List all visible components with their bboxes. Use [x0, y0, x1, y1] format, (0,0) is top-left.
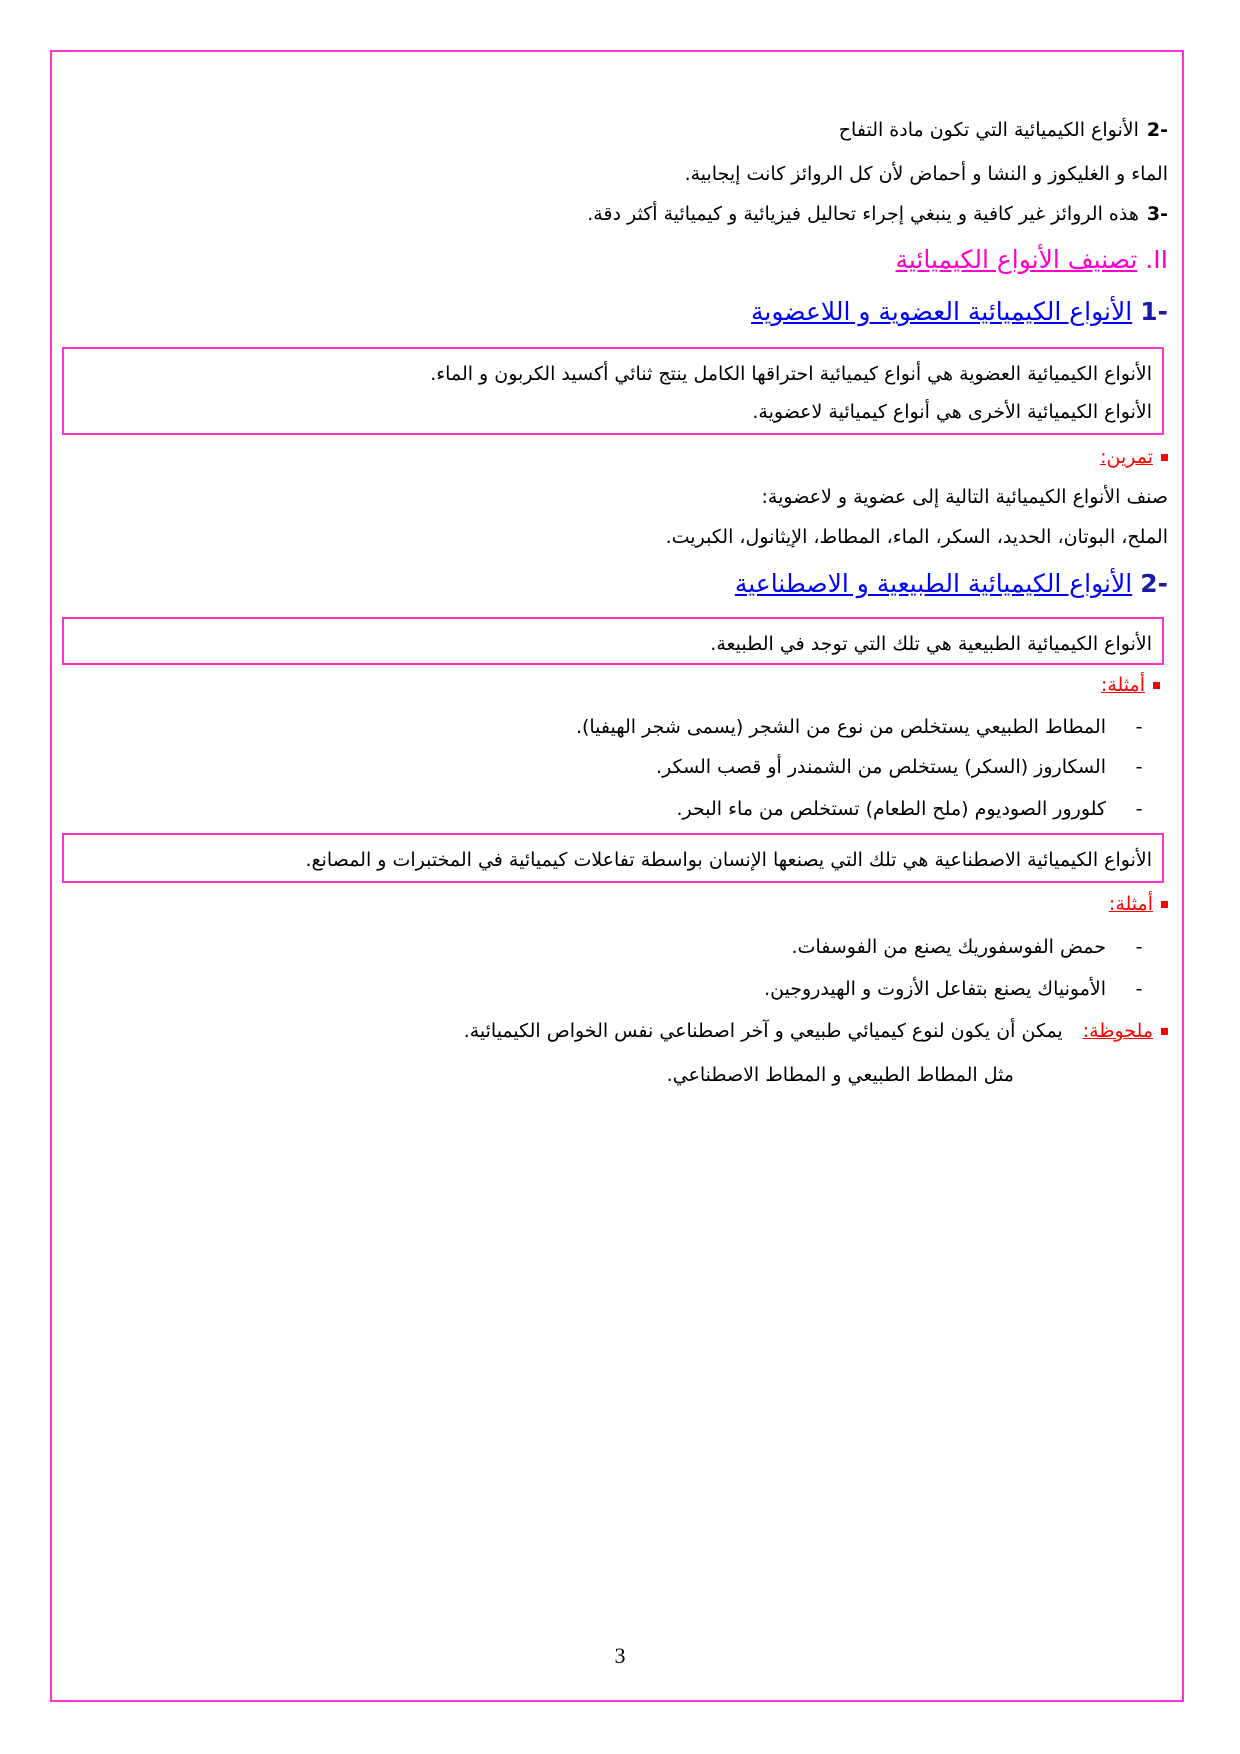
- note-example: مثل المطاط الطبيعي و المطاط الاصطناعي.: [666, 1064, 1014, 1086]
- list-item: [764, 975, 1148, 1003]
- natural-example-1: المطاط الطبيعي يستخلص من نوع من الشجر (يسمى شجر الهيفيا).: [575, 716, 1106, 738]
- item-3-line: [587, 200, 1168, 228]
- organic-definition: الأنواع الكيميائية العضوية هي أنواع كيميائية احتراقها الكامل ينتج ثنائي أكسيد الكربون و الماء.: [430, 363, 1152, 385]
- square-bullet-icon: [1161, 1028, 1168, 1035]
- sub-2-title: الأنواع الكيميائية الطبيعية و الاصطناعية: [734, 569, 1133, 598]
- sub-1-number: -1: [1140, 297, 1168, 326]
- note-label: ملحوظة:: [1082, 1020, 1153, 1042]
- inorganic-definition: الأنواع الكيميائية الأخرى هي أنواع كيميائية لاعضوية.: [752, 401, 1152, 423]
- item-2-number: -2: [1146, 119, 1168, 141]
- page-number: 3: [614, 1643, 626, 1668]
- dash-bullet: -: [1135, 798, 1143, 820]
- synthetic-examples-label: أمثلة:: [1108, 893, 1153, 915]
- item-2-answer: الماء و الغليكوز و النشا و أحماض لأن كل الروائز كانت إيجابية.: [684, 163, 1168, 185]
- note-text: يمكن أن يكون لنوع كيميائي طبيعي و آخر اصطناعي نفس الخواص الكيميائية.: [463, 1020, 1063, 1042]
- section-ii-title: تصنيف الأنواع الكيميائية: [895, 245, 1138, 274]
- sub-2-heading: [735, 567, 1168, 601]
- list-item: [656, 753, 1148, 781]
- item-2-text: الأنواع الكيميائية التي تكون مادة التفاح: [838, 119, 1139, 141]
- exercise-text: صنف الأنواع الكيميائية التالية إلى عضوية و لاعضوية:: [761, 486, 1168, 508]
- square-bullet-icon: [1153, 682, 1160, 689]
- synthetic-example-1: حمض الفوسفوريك يصنع من الفوسفات.: [791, 936, 1106, 958]
- dash-bullet: -: [1135, 716, 1143, 738]
- exercise-label-line: [1100, 443, 1168, 471]
- synthetic-definition-box: [62, 833, 1164, 883]
- synthetic-examples-label-line: [1109, 890, 1168, 918]
- note-line: [464, 1017, 1168, 1045]
- natural-example-2: السكاروز (السكر) يستخلص من الشمندر أو قصب السكر.: [656, 756, 1106, 778]
- exercise-label: تمرين:: [1100, 446, 1153, 468]
- section-ii-heading: [895, 243, 1168, 277]
- natural-example-3: كلورور الصوديوم (ملح الطعام) تستخلص من ماء البحر.: [676, 798, 1106, 820]
- list-item: [576, 713, 1148, 741]
- section-ii-roman: II.: [1145, 245, 1168, 274]
- square-bullet-icon: [1161, 901, 1168, 908]
- natural-definition-box: [62, 617, 1164, 665]
- sub-2-number: -2: [1140, 569, 1168, 598]
- natural-examples-label: أمثلة:: [1100, 674, 1145, 696]
- dash-bullet: -: [1135, 978, 1143, 1000]
- synthetic-example-2: الأمونياك يصنع بتفاعل الأزوت و الهيدروجين.: [764, 978, 1106, 1000]
- natural-definition: الأنواع الكيميائية الطبيعية هي تلك التي توجد في الطبيعة.: [710, 633, 1152, 655]
- organic-definition-box: [62, 347, 1164, 435]
- dash-bullet: -: [1135, 936, 1143, 958]
- sub-1-title: الأنواع الكيميائية العضوية و اللاعضوية: [751, 297, 1133, 326]
- synthetic-definition: الأنواع الكيميائية الاصطناعية هي تلك التي يصنعها الإنسان بواسطة تفاعلات كيميائية في المختبرات و المصانع.: [305, 849, 1152, 871]
- item-3-number: -3: [1146, 203, 1168, 225]
- sub-1-heading: [751, 295, 1168, 329]
- list-item: [792, 933, 1148, 961]
- natural-examples-label-line: [1101, 671, 1160, 699]
- item-2-line: [839, 116, 1168, 144]
- exercise-list: الملح، البوتان، الحديد، السكر، الماء، المطاط، الإيثانول، الكبريت.: [665, 526, 1168, 548]
- list-item: [676, 795, 1148, 823]
- dash-bullet: -: [1135, 756, 1143, 778]
- square-bullet-icon: [1161, 454, 1168, 461]
- item-3-text: هذه الروائز غير كافية و ينبغي إجراء تحاليل فيزيائية و كيميائية أكثر دقة.: [587, 203, 1139, 225]
